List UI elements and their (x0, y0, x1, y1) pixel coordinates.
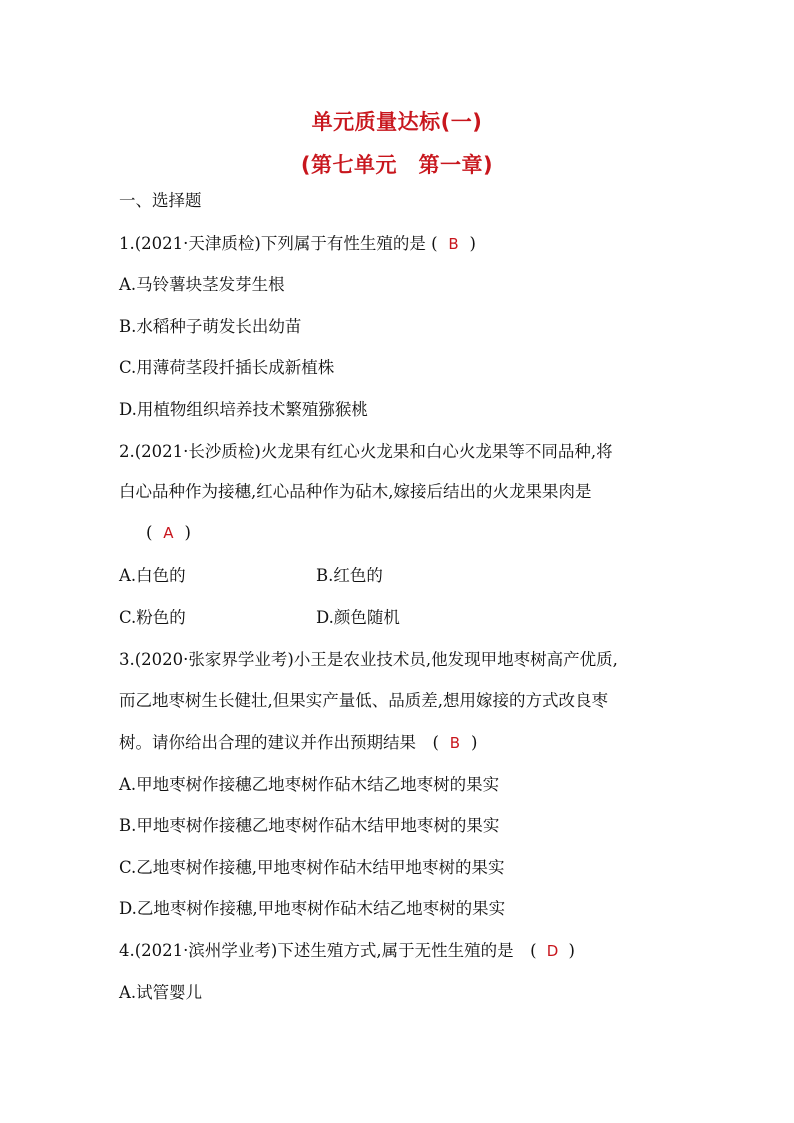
question-3-stem-line-3 (119, 732, 477, 754)
answer-mark: B (449, 734, 461, 752)
answer-open: ( (146, 523, 153, 542)
question-4-stem (119, 940, 575, 962)
page-subtitle: (第七单元 第一章) (300, 153, 494, 177)
answer-close: ) (184, 523, 191, 542)
option-a: A.甲地枣树作接穗乙地枣树作砧木结乙地枣树的果实 (119, 775, 500, 794)
question-3-stem-line-1: 3.(2020·张家界学业考)小王是农业技术员,他发现甲地枣树高产优质, (119, 650, 618, 669)
option-c: C.乙地枣树作接穗,甲地枣树作砧木结甲地枣树的果实 (119, 858, 505, 877)
question-3-stem-line-2: 而乙地枣树生长健壮,但果实产量低、品质差,想用嫁接的方式改良枣 (119, 691, 608, 710)
answer-close: ) (469, 234, 476, 253)
question-2-answer (146, 522, 191, 544)
answer-mark: B (448, 235, 459, 253)
option-c: C.粉色的 (119, 608, 186, 627)
option-b: B.水稻种子萌发长出幼苗 (119, 317, 302, 336)
option-b: B.红色的 (316, 566, 383, 585)
option-a: A.试管婴儿 (119, 983, 203, 1002)
question-2-stem-line-1: 2.(2021·长沙质检)火龙果有红心火龙果和白心火龙果等不同品种,将 (119, 442, 613, 461)
question-stem-text: 树。请你给出合理的建议并作出预期结果 ( (119, 733, 439, 752)
question-2-stem-line-2: 白心品种作为接穗,红心品种作为砧木,嫁接后结出的火龙果果肉是 (119, 482, 592, 501)
option-a: A.马铃薯块茎发芽生根 (119, 275, 285, 294)
option-a: A.白色的 (119, 566, 186, 585)
answer-close: ) (568, 941, 575, 960)
option-c: C.用薄荷茎段扦插长成新植株 (119, 358, 335, 377)
option-d: D.颜色随机 (316, 608, 400, 627)
option-d: D.乙地枣树作接穗,甲地枣树作砧木结乙地枣树的果实 (119, 899, 506, 918)
answer-mark: D (546, 942, 559, 960)
answer-close: ) (470, 733, 478, 752)
question-1-stem (119, 233, 476, 255)
option-d: D.用植物组织培养技术繁殖猕猴桃 (119, 400, 368, 419)
question-stem-text: 4.(2021·滨州学业考)下述生殖方式,属于无性生殖的是 ( (119, 941, 537, 960)
page-title: 单元质量达标(一) (311, 110, 483, 134)
question-stem-text: 1.(2021·天津质检)下列属于有性生殖的是 ( (119, 234, 438, 253)
answer-mark: A (163, 524, 174, 542)
option-b: B.甲地枣树作接穗乙地枣树作砧木结甲地枣树的果实 (119, 816, 500, 835)
section-heading: 一、选择题 (119, 191, 202, 210)
